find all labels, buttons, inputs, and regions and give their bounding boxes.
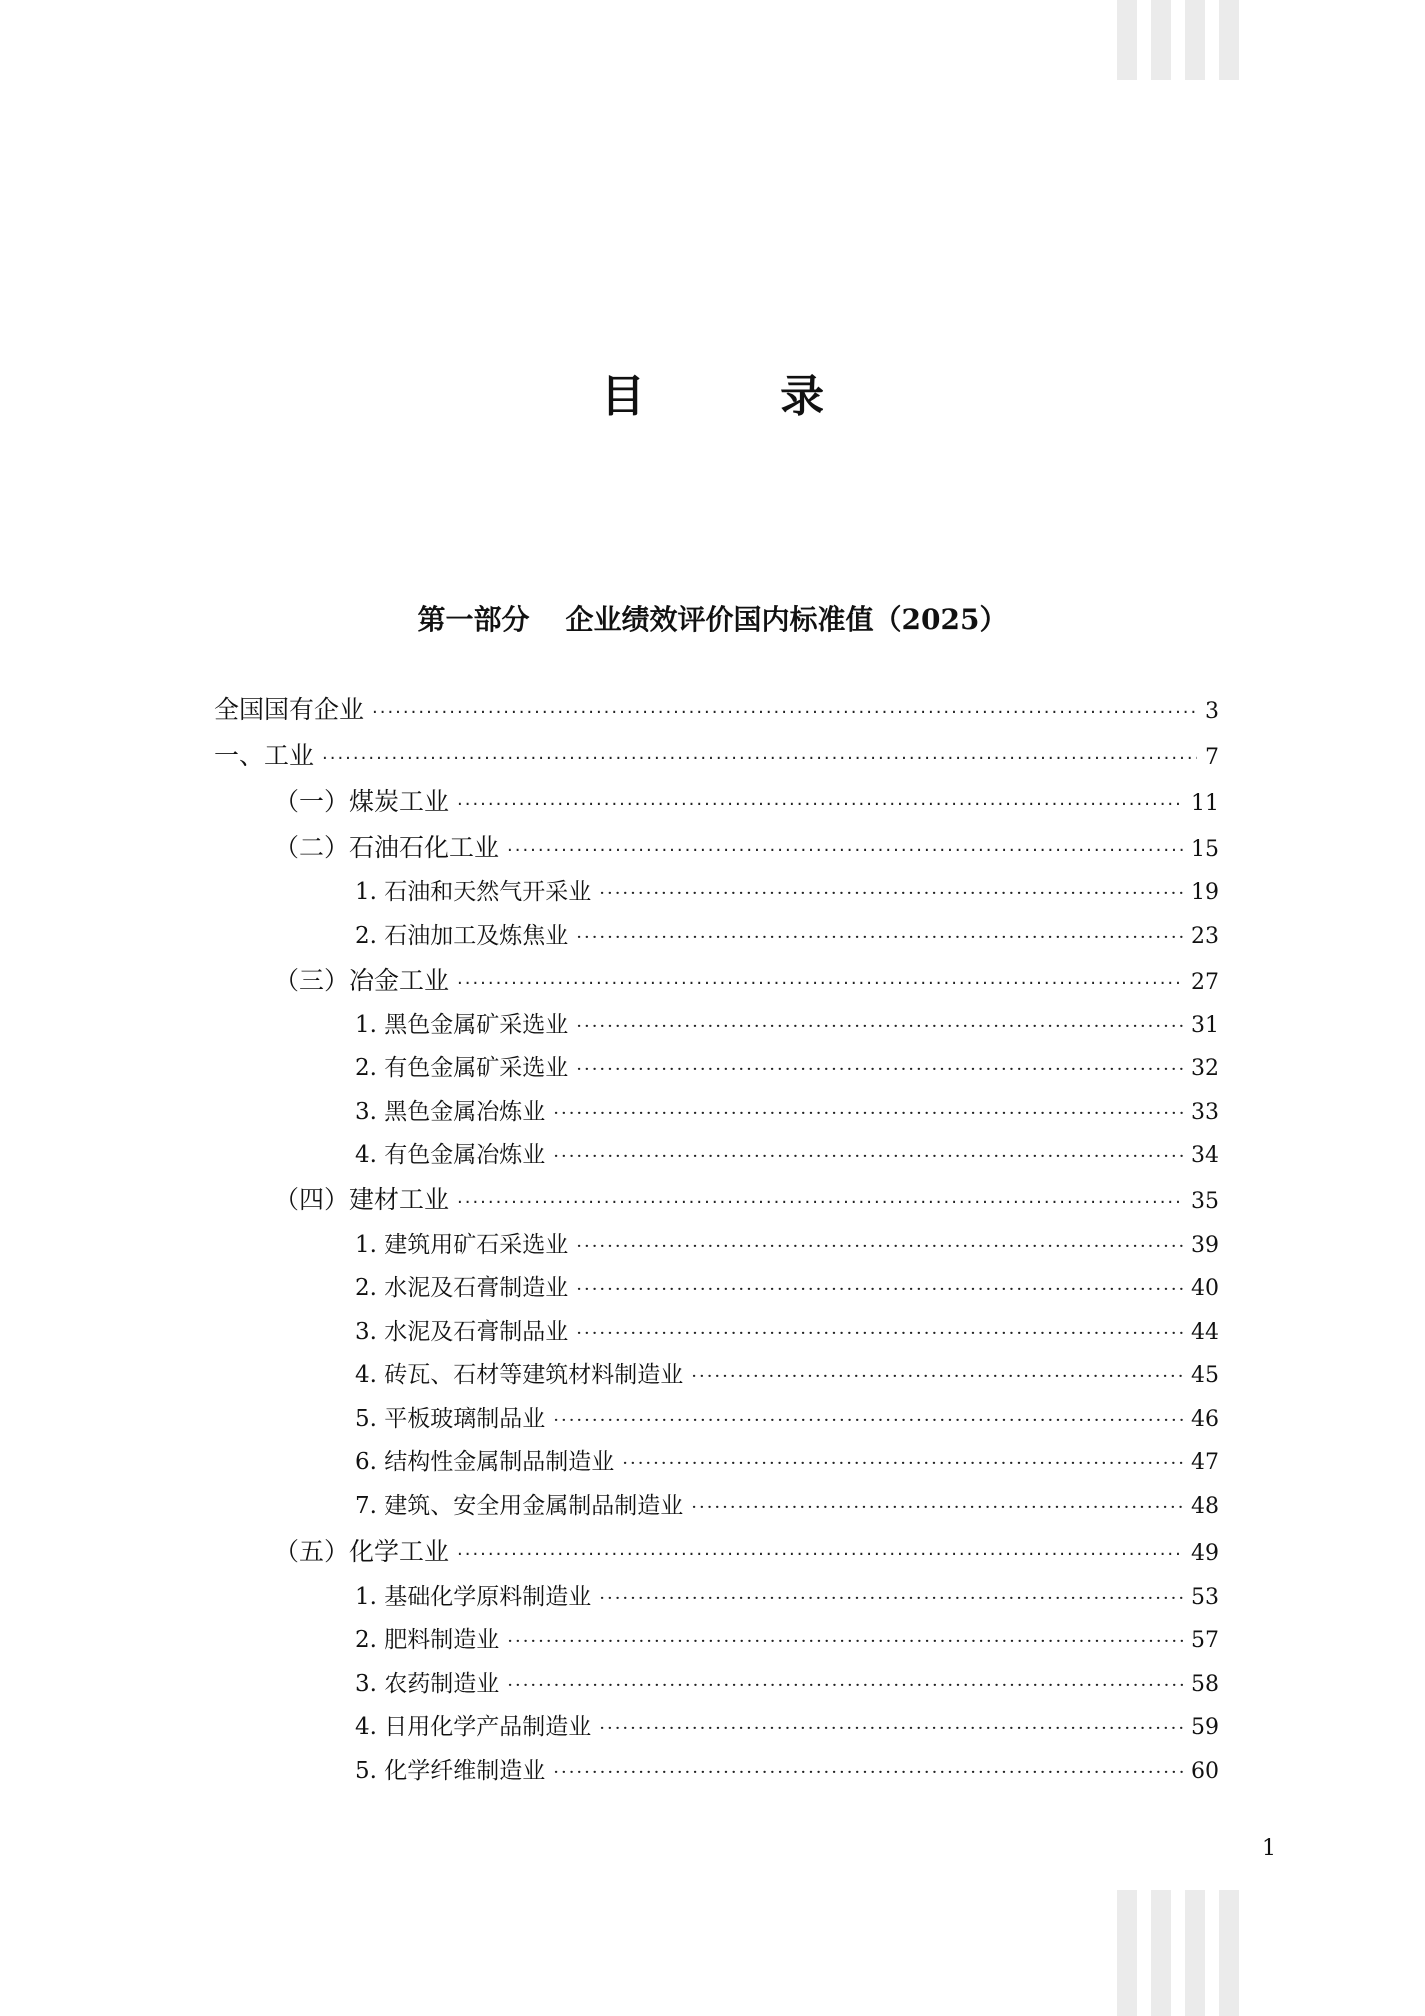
toc-leader-dots bbox=[599, 1718, 1183, 1739]
toc-entry-label: 2. 有色金属矿采选业 bbox=[355, 1055, 569, 1081]
toc-entry-page: 11 bbox=[1191, 791, 1219, 816]
toc-entry[interactable] bbox=[355, 1443, 1219, 1476]
toc-entry-page: 60 bbox=[1191, 1759, 1219, 1784]
toc-entry-label: 5. 化学纤维制造业 bbox=[355, 1758, 546, 1784]
toc-entry[interactable] bbox=[355, 1136, 1219, 1169]
toc-entry[interactable] bbox=[355, 1093, 1219, 1126]
toc-entry-label: （一）煤炭工业 bbox=[274, 787, 450, 816]
toc-entry-label: （四）建材工业 bbox=[274, 1185, 450, 1214]
toc-entry-label: 3. 黑色金属冶炼业 bbox=[355, 1099, 546, 1125]
toc-entry[interactable] bbox=[274, 1180, 1219, 1216]
toc-leader-dots bbox=[691, 1366, 1183, 1387]
toc-leader-dots bbox=[457, 1544, 1183, 1565]
toc-entry[interactable] bbox=[355, 1226, 1219, 1259]
toc-leader-dots bbox=[553, 1103, 1183, 1124]
toc-entry-page: 53 bbox=[1191, 1585, 1219, 1610]
toc-leader-dots bbox=[576, 1059, 1183, 1080]
toc-leader-dots bbox=[507, 840, 1183, 861]
toc-entry-page: 58 bbox=[1191, 1672, 1219, 1697]
toc-entry-label: 一、工业 bbox=[214, 741, 315, 770]
toc-entry-page: 47 bbox=[1191, 1450, 1219, 1475]
toc-entry[interactable] bbox=[355, 1752, 1219, 1785]
toc-leader-dots bbox=[553, 1762, 1183, 1783]
toc-leader-dots bbox=[507, 1675, 1183, 1696]
part-heading bbox=[0, 598, 1425, 638]
toc-entry-page: 7 bbox=[1205, 745, 1219, 770]
toc-entry-label: 6. 结构性金属制品制造业 bbox=[355, 1449, 615, 1475]
toc-entry[interactable] bbox=[274, 828, 1219, 864]
toc-entry-page: 57 bbox=[1191, 1628, 1219, 1653]
toc-leader-dots bbox=[622, 1453, 1183, 1474]
toc-entry[interactable] bbox=[355, 1356, 1219, 1389]
toc-entry[interactable] bbox=[355, 1400, 1219, 1433]
toc-entry[interactable] bbox=[214, 690, 1219, 726]
toc-leader-dots bbox=[576, 1323, 1183, 1344]
toc-entry-page: 15 bbox=[1191, 837, 1219, 862]
toc-leader-dots bbox=[553, 1410, 1183, 1431]
decorative-stripes-bottom bbox=[1117, 1890, 1239, 2016]
toc-entry-page: 40 bbox=[1191, 1276, 1219, 1301]
toc-leader-dots bbox=[576, 1016, 1183, 1037]
toc-leader-dots bbox=[576, 927, 1183, 948]
toc-entry-page: 3 bbox=[1205, 699, 1219, 724]
toc-entry-page: 49 bbox=[1191, 1541, 1219, 1566]
toc-entry-page: 44 bbox=[1191, 1320, 1219, 1345]
part-label: 第一部分 bbox=[417, 603, 530, 636]
toc-leader-dots bbox=[553, 1146, 1183, 1167]
toc-entry-label: 4. 日用化学产品制造业 bbox=[355, 1714, 592, 1740]
toc-entry[interactable] bbox=[355, 1006, 1219, 1039]
toc-leader-dots bbox=[457, 1192, 1183, 1213]
toc-entry[interactable] bbox=[355, 1621, 1219, 1654]
toc-entry-label: 4. 有色金属冶炼业 bbox=[355, 1142, 546, 1168]
toc-entry-page: 35 bbox=[1191, 1189, 1219, 1214]
toc-entry-label: 4. 砖瓦、石材等建筑材料制造业 bbox=[355, 1362, 684, 1388]
toc-entry-label: （三）冶金工业 bbox=[274, 966, 450, 995]
toc-leader-dots bbox=[576, 1236, 1183, 1257]
toc-entry-label: 2. 石油加工及炼焦业 bbox=[355, 923, 569, 949]
toc-entry-label: 5. 平板玻璃制品业 bbox=[355, 1406, 546, 1432]
toc-entry[interactable] bbox=[355, 1269, 1219, 1302]
toc-leader-dots bbox=[599, 883, 1183, 904]
toc-entry-page: 45 bbox=[1191, 1363, 1219, 1388]
toc-entry-page: 59 bbox=[1191, 1715, 1219, 1740]
toc-entry[interactable] bbox=[355, 1049, 1219, 1082]
toc-entry-page: 39 bbox=[1191, 1233, 1219, 1258]
toc-entry-label: 7. 建筑、安全用金属制品制造业 bbox=[355, 1493, 684, 1519]
decorative-stripes-top bbox=[1117, 0, 1239, 80]
toc-leader-dots bbox=[322, 748, 1197, 769]
toc-leader-dots bbox=[507, 1631, 1183, 1652]
toc-entry-page: 19 bbox=[1191, 880, 1219, 905]
toc-entry-page: 23 bbox=[1191, 924, 1219, 949]
toc-entry-page: 33 bbox=[1191, 1100, 1219, 1125]
toc-entry[interactable] bbox=[274, 1532, 1219, 1568]
toc-entry-label: 2. 肥料制造业 bbox=[355, 1627, 500, 1653]
toc-entry-label: （五）化学工业 bbox=[274, 1537, 450, 1566]
page-title: 目 录 bbox=[600, 371, 885, 422]
toc-entry-label: 全国国有企业 bbox=[214, 695, 365, 724]
toc-leader-dots bbox=[457, 973, 1183, 994]
toc-leader-dots bbox=[457, 794, 1183, 815]
toc-entry[interactable] bbox=[355, 1578, 1219, 1611]
toc-entry-label: 1. 黑色金属矿采选业 bbox=[355, 1012, 569, 1038]
toc-entry-label: 1. 基础化学原料制造业 bbox=[355, 1584, 592, 1610]
toc-entry-page: 48 bbox=[1191, 1494, 1219, 1519]
toc-entry-page: 27 bbox=[1191, 970, 1219, 995]
toc-entry[interactable] bbox=[274, 782, 1219, 818]
toc-entry-label: 3. 水泥及石膏制品业 bbox=[355, 1319, 569, 1345]
toc-entry[interactable] bbox=[274, 961, 1219, 997]
toc-leader-dots bbox=[599, 1588, 1183, 1609]
toc-entry-label: 2. 水泥及石膏制造业 bbox=[355, 1275, 569, 1301]
toc-entry-label: 1. 石油和天然气开采业 bbox=[355, 879, 592, 905]
toc-entry-label: 3. 农药制造业 bbox=[355, 1671, 500, 1697]
part-title: 企业绩效评价国内标准值（2025） bbox=[565, 603, 1008, 636]
toc-entry-page: 46 bbox=[1191, 1407, 1219, 1432]
toc-leader-dots bbox=[372, 702, 1197, 723]
toc-leader-dots bbox=[691, 1497, 1183, 1518]
toc-entry[interactable] bbox=[214, 736, 1219, 772]
page-number: 1 bbox=[1262, 1836, 1276, 1861]
toc-entry[interactable] bbox=[355, 1665, 1219, 1698]
toc-entry[interactable] bbox=[355, 917, 1219, 950]
toc-leader-dots bbox=[576, 1279, 1183, 1300]
toc-entry-label: （二）石油石化工业 bbox=[274, 833, 500, 862]
toc-entry-label: 1. 建筑用矿石采选业 bbox=[355, 1232, 569, 1258]
toc-entry[interactable] bbox=[355, 1708, 1219, 1741]
toc-entry[interactable] bbox=[355, 873, 1219, 906]
toc-entry[interactable] bbox=[355, 1487, 1219, 1520]
toc-entry-page: 34 bbox=[1191, 1143, 1219, 1168]
toc-entry-page: 31 bbox=[1191, 1013, 1219, 1038]
toc-entry-page: 32 bbox=[1191, 1056, 1219, 1081]
toc-entry[interactable] bbox=[355, 1313, 1219, 1346]
